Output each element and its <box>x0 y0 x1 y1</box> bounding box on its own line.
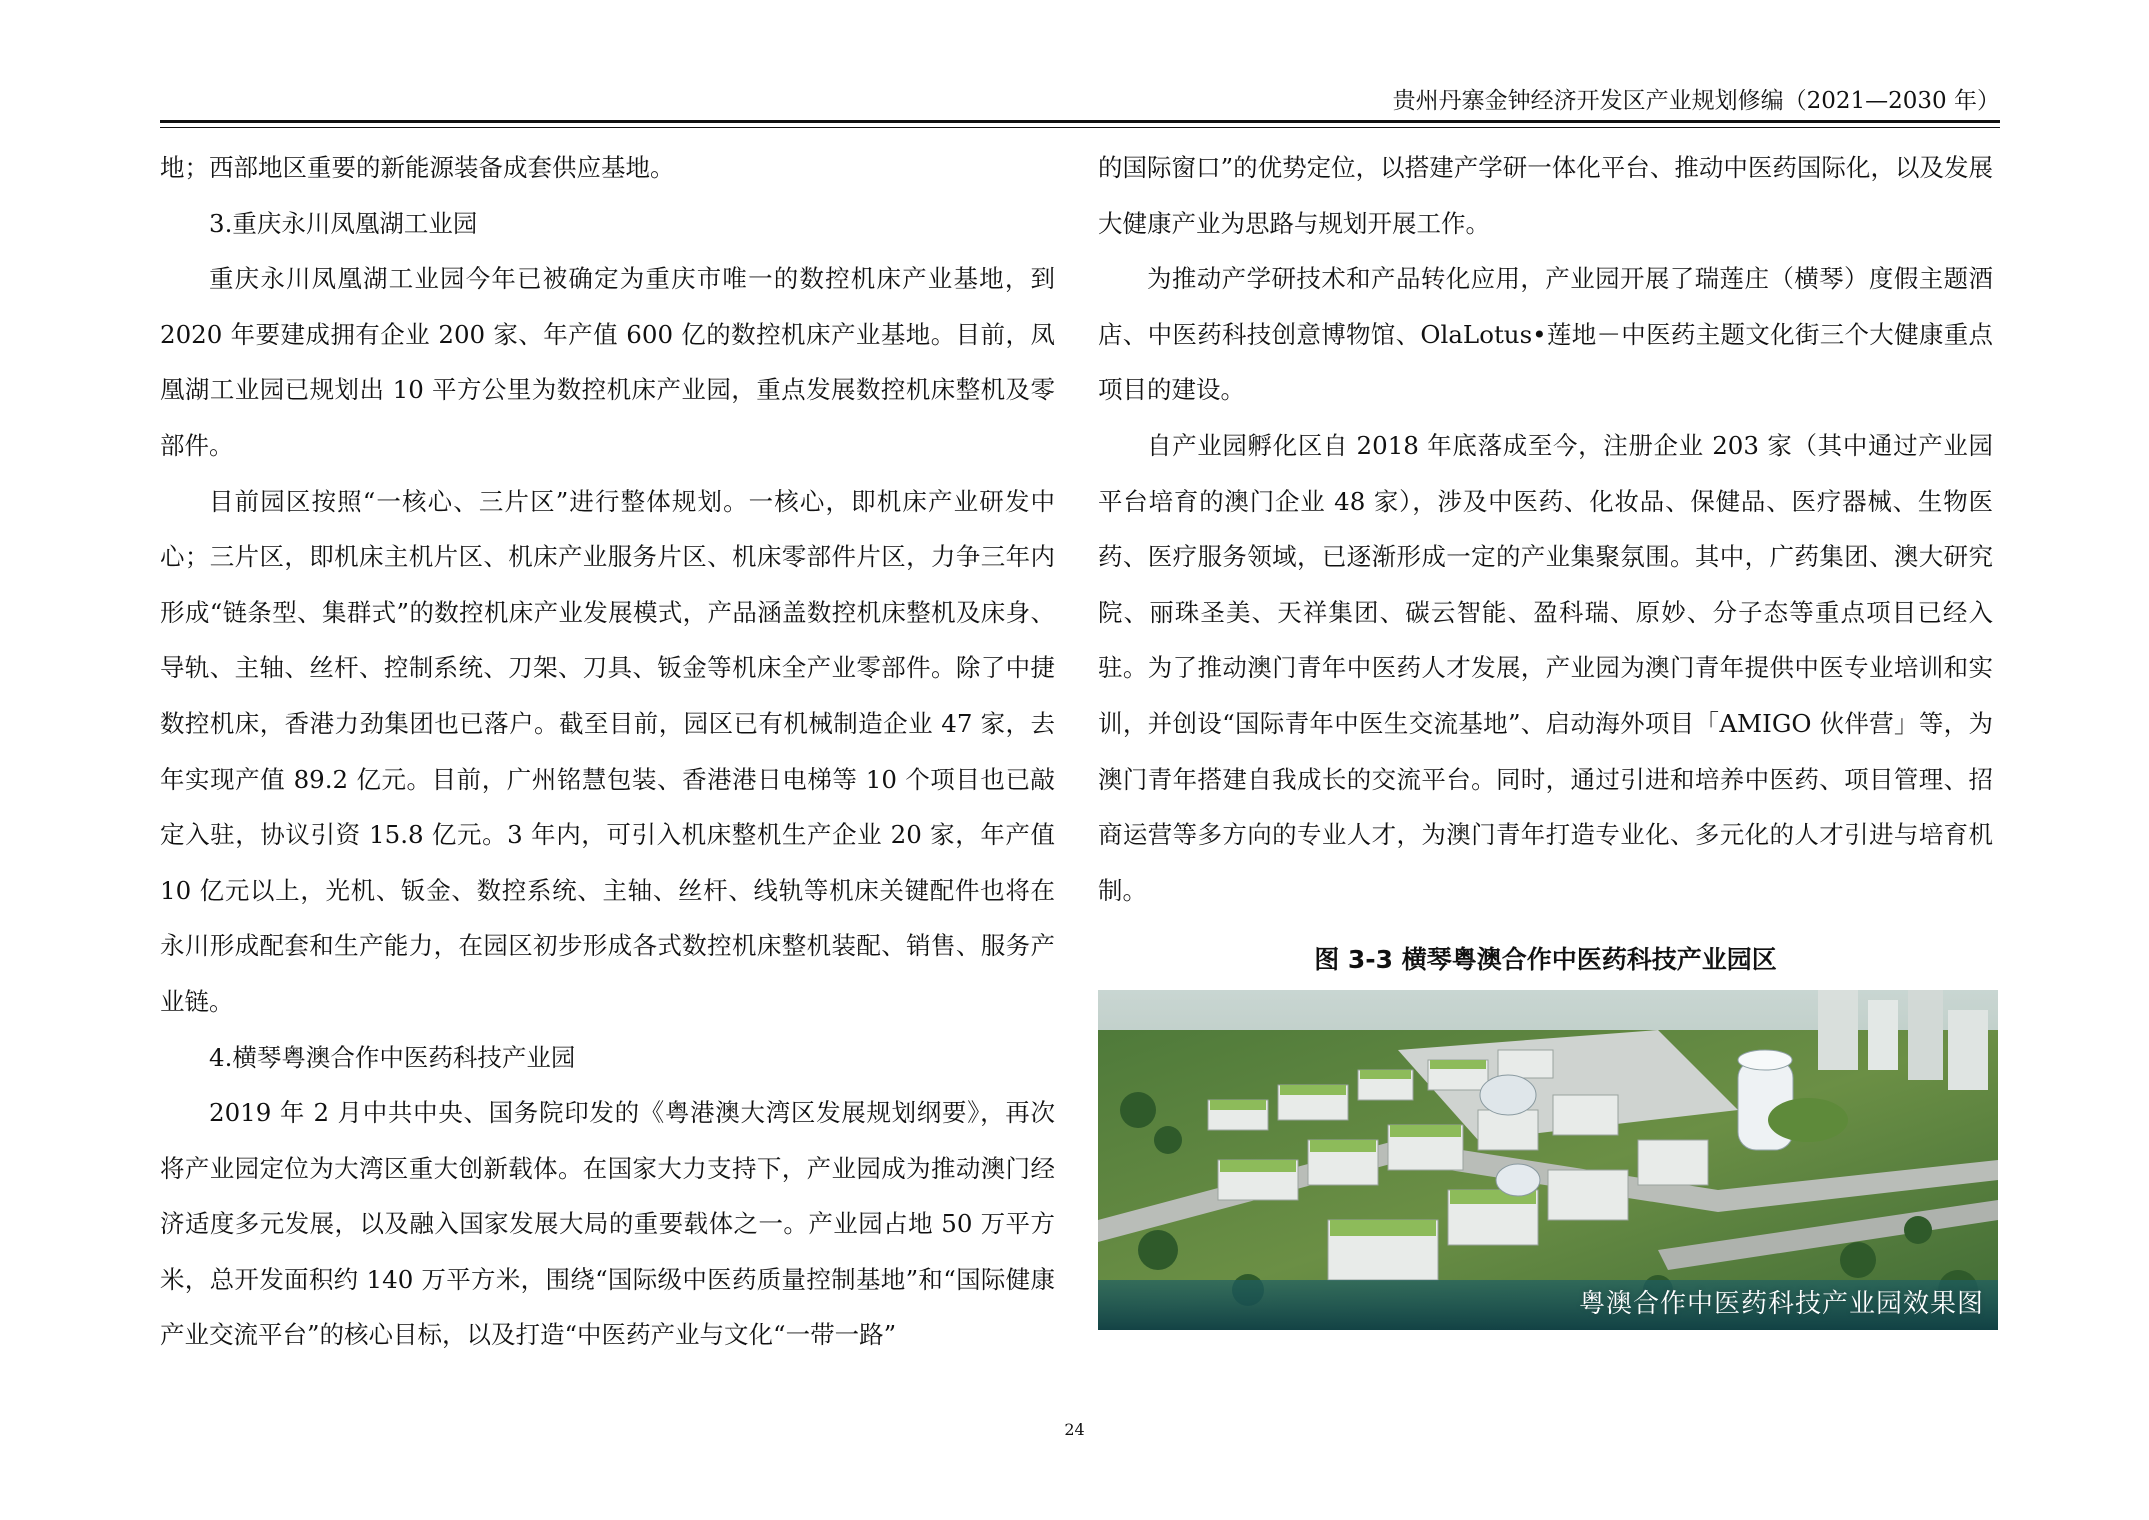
paragraph: 自产业园孵化区自 2018 年底落成至今，注册企业 203 家（其中通过产业园平台培育的澳门企业 48 家），涉及中医药、化妆品、保健品、医疗器械、生物医药、医疗服务领域，已逐渐形成一定的产业集聚氛围。其中，广药集团、澳大研究院、丽珠圣美、天祥集团、碳云智能、盈科瑞、原妙、分子态等重点项目已经入驻。为了推动澳门青年中医药人才发展，产业园为澳门青年提供中医专业培训和实训，并创设“国际青年中医生交流基地”、启动海外项目「AMIGO 伙伴营」等，为澳门青年搭建自我成长的交流平台。同时，通过引进和培养中医药、项目管理、招商运营等多方向的专业人才，为澳门青年打造专业化、多元化的人才引进与培育机制。 <box>1098 430 1993 905</box>
header-rule-thin <box>160 127 2000 128</box>
page-number: 24 <box>1064 1420 1085 1439</box>
figure-caption: 图 3-3 横琴粤澳合作中医药科技产业园区 <box>1314 945 1777 974</box>
paragraph: 地；西部地区重要的新能源装备成套供应基地。 <box>160 153 675 182</box>
section-heading: 4.横琴粤澳合作中医药科技产业园 <box>209 1042 576 1072</box>
paragraph: 的国际窗口”的优势定位，以搭建产学研一体化平台、推动中医药国际化，以及发展大健康产业为思路与规划开展工作。 <box>1098 153 1993 238</box>
document-header: 贵州丹寨金钟经济开发区产业规划修编（2021—2030 年） <box>1392 88 2000 114</box>
right-column <box>1098 140 1993 918</box>
aerial-rendering-illustration <box>1098 990 1998 1330</box>
left-column <box>160 140 1055 1363</box>
paragraph: 目前园区按照“一核心、三片区”进行整体规划。一核心，即机床产业研发中心；三片区，即机床主机片区、机床产业服务片区、机床零部件片区，力争三年内形成“链条型、集群式”的数控机床产业发展模式，产品涵盖数控机床整机及床身、导轨、主轴、丝杆、控制系统、刀架、刀具、钣金等机床全产业零部件。除了中捷数控机床，香港力劲集团也已落户。截至目前，园区已有机械制造企业 47 家，去年实现产值 89.2 亿元。目前，广州铭慧包装、香港港日电梯等 10 个项目也已敲定入驻，协议引资 15.8 亿元。3 年内，可引入机床整机生产企业 20 家，年产值 10 亿元以上，光机、钣金、数控系统、主轴、丝杆、线轨等机床关键配件也将在永川形成配套和生产能力，在园区初步形成各式数控机床整机装配、销售、服务产业链。 <box>160 486 1055 1016</box>
image-overlay-label: 粤澳合作中医药科技产业园效果图 <box>1578 1289 1984 1319</box>
paragraph: 2019 年 2 月中共中央、国务院印发的《粤港澳大湾区发展规划纲要》，再次将产业园定位为大湾区重大创新载体。在国家大力支持下，产业园成为推动澳门经济适度多元发展，以及融入国家发展大局的重要载体之一。产业园占地 50 万平方米，总开发面积约 140 万平方米，围绕“国际级中医药质量控制基地”和“国际健康产业交流平台”的核心目标，以及打造“中医药产业与文化“一带一路” <box>160 1098 1055 1350</box>
header-rule-thick <box>160 120 2000 123</box>
park-rendering-image <box>1098 990 1998 1330</box>
section-heading: 3.重庆永川凤凰湖工业园 <box>209 208 478 238</box>
paragraph: 为推动产学研技术和产品转化应用，产业园开展了瑞莲庄（横琴）度假主题酒店、中医药科技创意博物馆、OlaLotus•莲地－中医药主题文化街三个大健康重点项目的建设。 <box>1098 264 1993 405</box>
paragraph: 重庆永川凤凰湖工业园今年已被确定为重庆市唯一的数控机床产业基地，到 2020 年要建成拥有企业 200 家、年产值 600 亿的数控机床产业基地。目前，凤凰湖工业园已规划出 10 平方公里为数控机床产业园，重点发展数控机床整机及零部件。 <box>160 264 1055 460</box>
